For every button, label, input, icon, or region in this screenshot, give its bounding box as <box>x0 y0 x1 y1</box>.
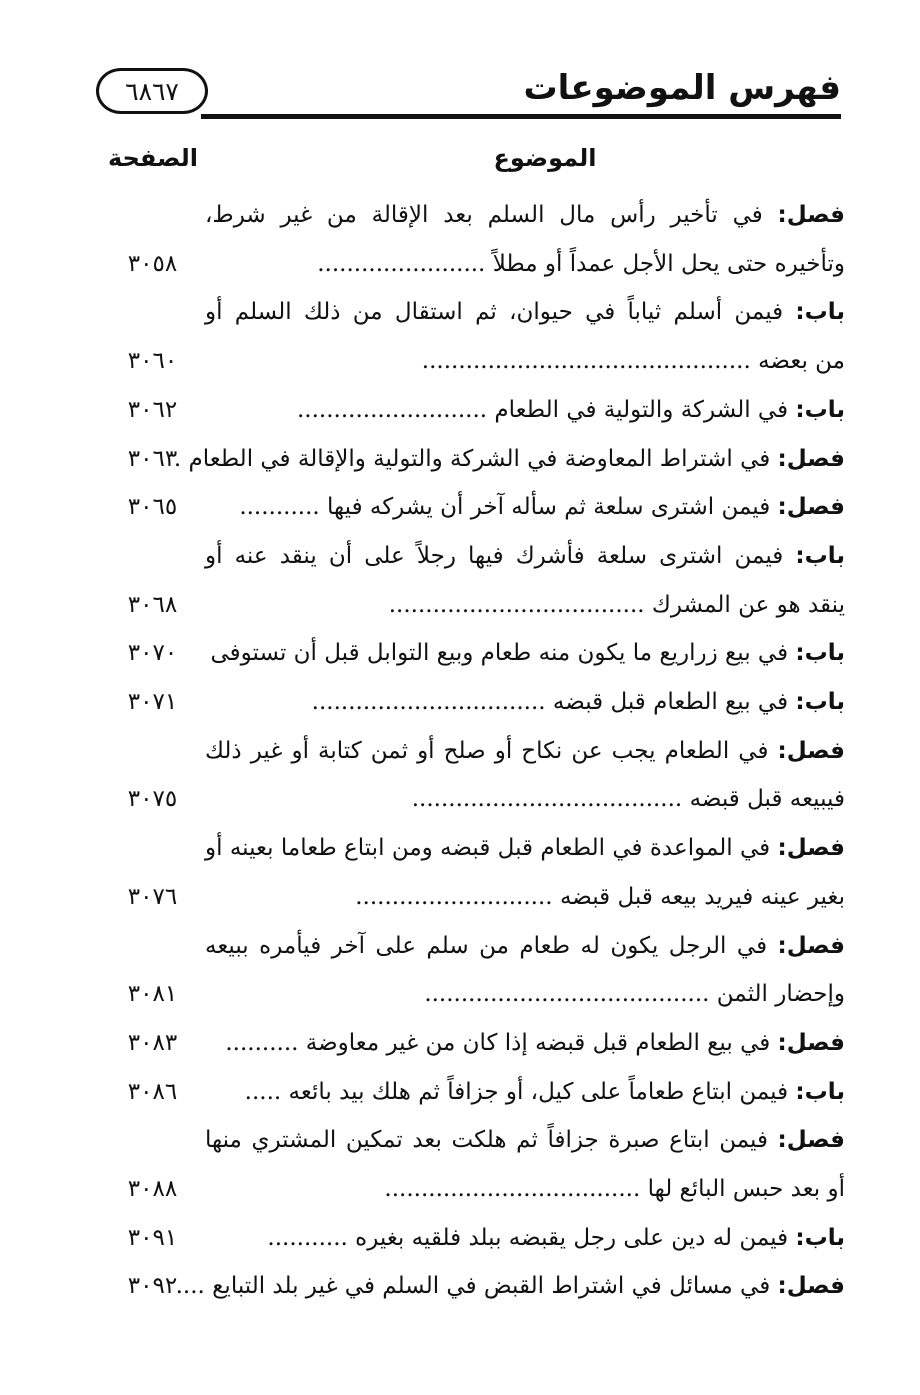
page-header <box>96 62 841 122</box>
entry-text <box>205 1068 845 1116</box>
entry-text <box>205 922 845 970</box>
entry-keyword: فصل: <box>777 1029 845 1056</box>
toc-entry <box>105 824 845 872</box>
leader-dots: ....................... <box>317 250 493 277</box>
entry-text <box>205 240 845 288</box>
entry-title: فيمن اشترى سلعة فأشرك فيها رجلاً على أن ينقد عنه أو <box>205 542 796 569</box>
entry-text <box>205 824 845 872</box>
entry-keyword: فصل: <box>777 445 845 472</box>
entry-title: وتأخيره حتى يحل الأجل عمداً أو مطلاً <box>492 250 845 277</box>
entry-keyword: باب: <box>795 689 845 715</box>
toc-entry <box>105 1068 845 1116</box>
entry-text <box>205 1019 845 1067</box>
leader-dots: . <box>173 445 189 472</box>
toc-entry <box>105 775 845 823</box>
entry-text <box>205 1116 845 1164</box>
entry-text <box>205 386 845 434</box>
entry-page-number: ٣٠٩١ <box>127 1224 178 1251</box>
running-title: فهرس الموضوعات <box>523 68 841 108</box>
entry-title: في تأخير رأس مال السلم بعد الإقالة من غير شرط، <box>205 202 778 228</box>
entry-text <box>205 678 845 726</box>
entry-keyword: باب: <box>795 542 845 569</box>
toc-entry <box>105 922 845 970</box>
entry-keyword: فصل: <box>777 1273 845 1300</box>
entry-page-number: ٣٠٥٨ <box>127 250 178 277</box>
entry-title: في بيع الطعام قبل قبضه إذا كان من غير معاوضة <box>305 1029 778 1056</box>
toc-entry <box>105 532 845 580</box>
page-column-heading: الصفحة <box>107 144 198 172</box>
toc-entry <box>105 1262 845 1310</box>
entry-title: فيمن ابتاع طعاماً على كيل، أو جزافاً ثم هلك بيد بائعه <box>288 1078 796 1105</box>
entry-page-number: ٣٠٦٥ <box>127 494 178 521</box>
entry-text <box>205 1165 845 1213</box>
leader-dots: ........................... <box>355 883 560 910</box>
toc-entry <box>105 435 845 483</box>
leader-dots: ..... <box>244 1078 289 1105</box>
entry-page-number: ٣٠٧١ <box>127 689 178 715</box>
entry-keyword: فصل: <box>777 1127 845 1154</box>
entry-page-number: ٣٠٦٠ <box>127 348 178 375</box>
toc-entry <box>105 337 845 385</box>
entry-title: وإحضار الثمن <box>716 981 845 1008</box>
toc-entry <box>105 1165 845 1213</box>
entry-text <box>205 1214 845 1262</box>
entry-keyword: باب: <box>795 1224 845 1251</box>
toc-entry <box>105 629 845 677</box>
entry-text <box>205 629 845 677</box>
entry-title: فيمن اشترى سلعة ثم سأله آخر أن يشركه فيها <box>327 494 778 521</box>
entry-title: فيمن ابتاع صبرة جزافاً ثم هلكت بعد تمكين المشتري منها <box>205 1127 778 1154</box>
entry-text <box>205 970 845 1018</box>
toc-entry <box>105 873 845 921</box>
entry-text <box>205 288 845 336</box>
leader-dots: ............................................. <box>421 348 759 375</box>
toc-entry <box>105 386 845 434</box>
entry-page-number: ٣٠٦٣ <box>127 445 178 472</box>
toc-entry <box>105 678 845 726</box>
leader-dots: .......................... <box>297 396 495 423</box>
entry-title: في الرجل يكون له طعام من سلم على آخر فيأمره ببيعه <box>205 932 778 959</box>
column-headings <box>0 144 920 184</box>
entry-keyword: باب: <box>795 1078 845 1105</box>
entry-page-number: ٣٠٦٨ <box>127 591 178 618</box>
entry-text <box>173 435 845 483</box>
entry-keyword: باب: <box>795 640 845 667</box>
entry-title: ينقد هو عن المشرك <box>651 591 845 618</box>
toc-entry <box>105 1019 845 1067</box>
entry-title: من بعضه <box>758 348 845 375</box>
leader-dots: ................................ <box>311 689 553 715</box>
leader-dots: ................................... <box>388 591 652 618</box>
toc-entry <box>105 483 845 531</box>
entry-page-number: ٣٠٨٣ <box>127 1029 178 1056</box>
entry-keyword: باب: <box>795 396 845 423</box>
entry-title: فيمن أسلم ثياباً في حيوان، ثم استقال من ذلك السلم أو <box>205 299 796 326</box>
leader-dots: .... <box>175 1273 213 1300</box>
leader-dots: ....................................... <box>424 981 717 1008</box>
entry-keyword: فصل: <box>777 835 845 862</box>
leader-dots: ................................... <box>384 1176 648 1202</box>
entry-text <box>205 532 845 580</box>
entry-title: في بيع زراريع ما يكون منه طعام وبيع التوابل قبل أن تستوفى <box>210 640 796 667</box>
entry-title: في بيع الطعام قبل قبضه <box>552 689 796 715</box>
entry-keyword: فصل: <box>777 737 845 764</box>
entry-title: في الشركة والتولية في الطعام <box>494 396 796 423</box>
topic-column-heading: الموضوع <box>493 144 597 172</box>
entry-title: أو بعد حبس البائع لها <box>647 1176 845 1202</box>
entry-page-number: ٣٠٨١ <box>127 981 178 1008</box>
entry-title: في اشتراط المعاوضة في الشركة والتولية والإقالة في الطعام <box>188 445 778 472</box>
entry-title: في الطعام يجب عن نكاح أو صلح أو ثمن كتابة أو غير ذلك <box>205 737 778 764</box>
entry-text <box>205 873 845 921</box>
entry-page-number: ٣٠٨٨ <box>127 1176 178 1202</box>
leader-dots: ..................................... <box>411 786 690 813</box>
entry-page-number: ٣٠٧٥ <box>127 786 178 813</box>
entry-keyword: فصل: <box>777 932 845 959</box>
entry-title: في المواعدة في الطعام قبل قبضه ومن ابتاع طعاما بعينه أو <box>205 835 778 862</box>
entry-page-number: ٣٠٧٦ <box>127 883 178 910</box>
entry-keyword: فصل: <box>777 494 845 521</box>
toc-entry <box>105 288 845 336</box>
leader-dots: ........... <box>239 494 328 521</box>
entry-text <box>205 483 845 531</box>
entry-title: فيمن له دين على رجل يقبضه ببلد فلقيه بغيره <box>355 1224 796 1251</box>
toc-entry <box>105 581 845 629</box>
leader-dots: ........... <box>267 1224 356 1251</box>
entry-title: بغير عينه فيريد بيعه قبل قبضه <box>559 883 845 910</box>
entry-page-number: ٣٠٧٠ <box>127 640 178 667</box>
entry-text <box>175 1262 845 1310</box>
toc-entry <box>105 727 845 775</box>
page-number-badge: ٦٨٦٧ <box>96 68 208 114</box>
entry-text <box>205 727 845 775</box>
entry-text <box>205 191 845 239</box>
entry-title: فيبيعه قبل قبضه <box>689 786 845 813</box>
entry-text <box>205 775 845 823</box>
header-rule <box>201 114 841 119</box>
entry-page-number: ٣٠٨٦ <box>127 1078 178 1105</box>
entry-keyword: باب: <box>795 299 845 326</box>
entry-keyword: فصل: <box>777 202 845 228</box>
toc-entry <box>105 191 845 239</box>
leader-dots: .......... <box>225 1029 306 1056</box>
toc-entry <box>105 1214 845 1262</box>
entry-text <box>205 337 845 385</box>
toc-entry <box>105 1116 845 1164</box>
toc-entry <box>105 970 845 1018</box>
entry-page-number: ٣٠٩٢ <box>127 1273 178 1300</box>
entry-text <box>205 581 845 629</box>
toc-entry <box>105 240 845 288</box>
entry-page-number: ٣٠٦٢ <box>127 396 178 423</box>
entry-title: في مسائل في اشتراط القبض في السلم في غير بلد التبايع <box>212 1273 778 1300</box>
